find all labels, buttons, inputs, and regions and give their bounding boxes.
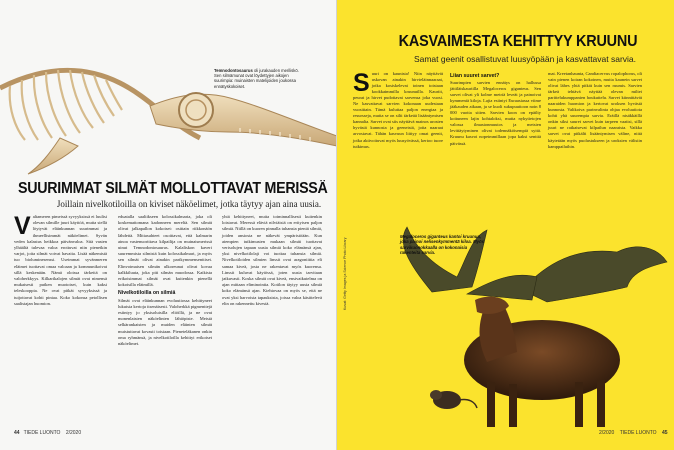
left-footer bbox=[14, 430, 81, 436]
ichthyosaur-skeleton-illustration bbox=[0, 28, 337, 178]
right-column-1 bbox=[353, 71, 443, 150]
right-column-2 bbox=[450, 71, 541, 147]
caption-title: Temnodontosaurus bbox=[214, 68, 253, 73]
right-headline: KASVAIMESTA KEHITTYY KRUUNU bbox=[398, 33, 638, 50]
left-column-1 bbox=[14, 214, 107, 307]
page-number: 44 bbox=[14, 430, 20, 436]
left-headline: SUURIMMAT SILMÄT MOLLOTTAVAT MERISSÄ bbox=[18, 180, 328, 197]
dropcap: S bbox=[353, 69, 370, 97]
body-text: Silmät ovat eläinkunnan evoluutiossa kehittyneet lukuisia kertoja itsenäisesti. Valoherkkä pigmenttejä esiintyy jo yksisoluisilla eliöillä, ja ne ovat monenlaisten näköelinten lähtöpiste. Meistä selkärankaisten ja muiden eläinten silmät muistuttavat kovasti toisiaan. Pieneteläkanen onkin oma ryhmänsä, ja nivelkotiloilla kehittyi erikoiset näköelimet. bbox=[118, 297, 212, 347]
body-text: altameren pimeissä syvyyksissä ei luulisi olevan silmille juuri käyttöä, mutta siellä löytyvät eläinkunnan suurimmat ja ihmeellisimmät näköelimet. Syvän veden kalastus heikkoa päivänvaloa. Sitä vasten ylhäältä tulevaa valoa erottuvat niin pienetkin varjot, joita silmät voivat havaita. Lisää näkemistä tuo bioluminesenssi. Useimmat syvänmeren eläimet tuottavat omaa valoaan ja kommunikoivat sillä keskenään. Nämä oloissa tärkeitä on valoherkkyys. Kilkarikalojen silmät ovat nimensä mukaisesti putken muotoiset, kuin kaksi teleskooppia. Ne ovat pitkät syvyyksissä ja tuijottavat kohti pintaa. Koko kokonsa petollisen saalistajan huomion. bbox=[14, 214, 107, 306]
skeleton-caption bbox=[214, 68, 300, 89]
left-column-3 bbox=[222, 214, 322, 307]
left-column-2 bbox=[118, 214, 212, 347]
body-text: yhtä kehittyneet, mutta toiminnallisesti kuitenkin loistavat. Meressä eläviä nilviäisiä on erityisen paljon silmiä. Niillä on kuoren pinnalla tuhansia pieniä silmiä, joiden ansiosta ne näkevät ympäristöään. Kun aiempien tutkimusten mukaan silmät tuottavat verisolujen tapaan uusia silmiä koko elämänsä ajan, yksi nivelkotilolaji voi tuottaa tuhansia silmiä. Nivelkotiloiden silmien linssit ovat aragoniittia eli samaa kiveä, josta ne rakentavat myös kuorensa. Linssit kuluvat käytössä, joten uusia tarvitaan jatkuvasti. Koska silmät ovat kiveä, ensivaikutelma on ajan mittaan eliminointia. Kotilon täytyy uusia silmiä koko elämänsä ajan. Kiehtovaa on myös se, että ne ovat yksi harvoista tapauksista, joissa valoa käsittelevä elin on rakennettu kivestä. bbox=[222, 214, 322, 306]
giant-deer-illustration bbox=[337, 222, 674, 432]
subheading: Liian suuret sarvet? bbox=[450, 73, 500, 79]
page-number: 45 bbox=[661, 430, 668, 436]
dropcap: V bbox=[14, 212, 31, 240]
magazine-name: TIEDE LUONTO bbox=[619, 430, 657, 436]
issue-number: 2/2020 bbox=[65, 430, 82, 436]
body-text: mat. Kreetanhaunta, Candiacervus ropalophorus, oli vain pienen koiran kokoinen, mutta kaunein sarvet olivat lähes yhtä pitkät kuin sen ruumis. Sarvien tärkeä tehtävä näyttää olevan miltei parittelukumppanien houkuttelu. Sarvet kiinnittävät naaraiden huomion ja kertovat uroksen hyvästä kunnosta. Valikoiva parinvalinta ohjaa evoluutiota kohti yhä suurempia sarvia. Eräillä nisäkkäillä onkin siksi suuret sarvet kuin tarpeen vaatisi, sillä juuri ne ratkaisevat kilpailun naaraista. Vaikka sarvet ovat pitkälti lisääntymisen väline, niitä käytetään myös puolustukseen ja uroksien välisiin kamppailuihin. bbox=[548, 71, 642, 149]
right-page bbox=[337, 0, 674, 450]
body-text: uuri on kaunista! Niin näyttävät uskovan ainakin hirvieläinnaaraat, jotka kosiskelevat toinen toistaan kookkaimmilla kruunuilla. Kauriit, peurat ja hirvet pudottavat sarvensa joka vuosi. Ne kasvattavat sarvien kokonaan uudestaan vuosittain. Tämä kuluttaa paljon energiaa ja resursseja, mutta se on silti tärkeää lisääntymisen kannalta. Sarvet ovat siis näyttävä mainos urosten hyvästä kunnosta ja geeneistä, joita naaraat arvostavat. Tähän kasvuun liittyy omat geenit, jotka aktivoituvat myös luusyövässä, kertoo tuore tutkimus. bbox=[353, 71, 443, 149]
body-text: Suurimpien sarvien ennätys on hallussa jättiläiskauriilla Megaloceros giganteus. Sen sarvet olivat yli kolme metriä leveät ja painoivat kymmeniä kiloja. Lajia esiintyi Euraasiassa viime jääkauden aikaan, ja se kuoli sukupuuttoon noin 8 000 vuotta sitten. Sarvien koon on epäilty koituneen lajin kohtaloksi, mutta nykytietojen valossa ilmastonmuutos ja metsien levittäytyminen olivat todennäköisempiä syitä. Kruunu kasvoi nopeimmillaan jopa kaksi senttiä päivässä. bbox=[450, 80, 541, 146]
magazine-name: TIEDE LUONTO bbox=[23, 430, 61, 436]
subheading: Nivelkotiloilla on silmiä bbox=[118, 290, 176, 297]
caption-text: oli jurakauden meriliskö. Sen silmämunat ovat löydettyjen aikojen suurimpia: muinaisten matelijoiden joukossa ennätyskokoiset. bbox=[214, 68, 299, 89]
left-deck: Joillain nivelkotiloilla on kiviset näköelimet, jotka täytyy ajan aina uusia. bbox=[56, 199, 322, 209]
body-text: eduatalla saaliikseen kolossikalmaria, joka oli koskemattomana kadonneen mereltä. Sen silmät olivat jalkapallon kokoiset: osittain riikkonäön lähdettä. Mittasuhteet osoittavat, että kalmarin ainoa vastenuorittava kilpailija on muinaismerissä uinut Temnodontosaurus. Kalaliskon kaveri suuremmista silmistä kuin kolossikalmari, ja myös sen silmät olivat ainakin parikymmensenttiset. Elinvoimaisen silmän ulkoreunat olivat kovaa kalkkiluuta, joka piti silmän muodossa. Kaikista erikoisimmat silmät ovat kuitenkin pienellä kokoisilla eläimillä. bbox=[118, 214, 212, 288]
right-column-3 bbox=[548, 71, 642, 150]
photo-credit: Kuvat: Getty Images ja Science Photo Library bbox=[343, 237, 347, 310]
deer-caption: Megaloceros giganteus kantoi kruunua, joka painoi nelisenkymmentä kiloa. Myös sarvikuonokkaalla on kokonaisia rakenteita sarvia. bbox=[400, 234, 485, 256]
right-footer bbox=[599, 430, 668, 436]
issue-number: 2/2020 bbox=[599, 430, 615, 436]
right-deck: Samat geenit osallistuvat luusyöpään ja kasvattavat sarvia. bbox=[413, 54, 637, 64]
